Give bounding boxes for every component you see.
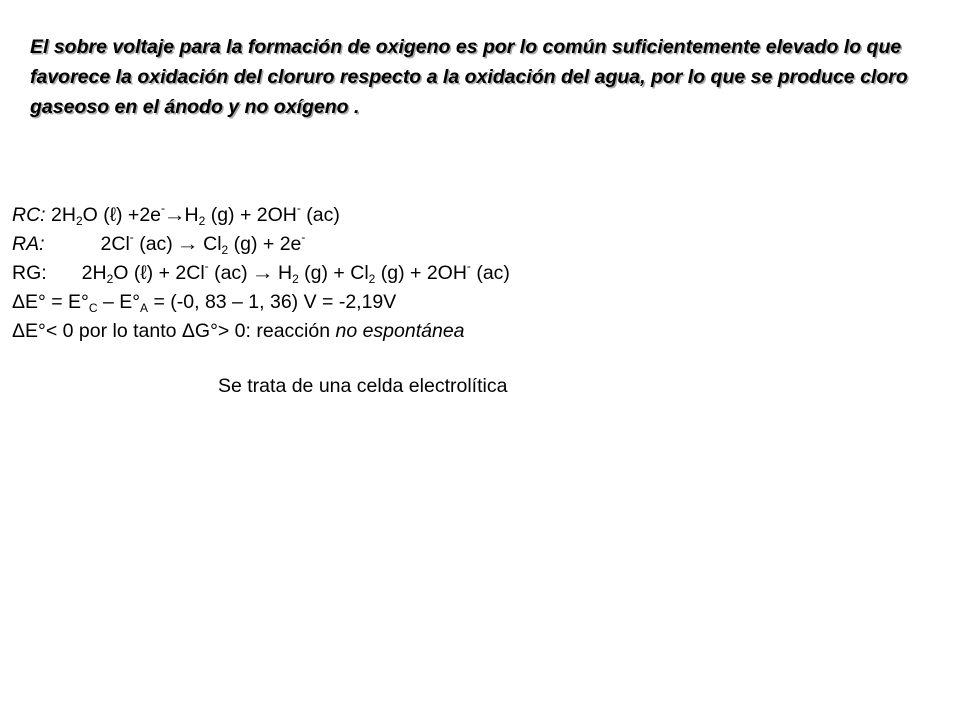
anode-label: RA: xyxy=(12,233,45,255)
arrow-icon: → xyxy=(163,204,186,226)
anode-reaction: RA: 2Cl- $(ac) \to Cl_2$ (g) + 2e- xyxy=(12,230,306,257)
spontaneity-emphasis: no espontánea xyxy=(335,320,465,342)
conclusion-text: Se trata de una celda electrolítica xyxy=(218,375,508,397)
cathode-reaction: RC: $2H_2O$ (ℓ) $+2e^-\to H_2$ (g) + 2OH- (ac) xyxy=(12,201,340,228)
cell-potential-line: $\Delta E^\circ = E^\circ_C - E^\circ_A = (-0$, 83 – 1, 36) V = -2,19V xyxy=(12,291,397,315)
arrow-icon: → xyxy=(251,262,275,284)
cathode-label: RC: xyxy=(12,204,46,226)
global-reaction: RG: $2H_2O$ (ℓ) + 2Cl- $(ac) \to H_2$ $(g) + Cl_2$ (g) + 2OH- (ac) xyxy=(12,259,510,286)
intro-paragraph: El sobre voltaje para la formación de oxigeno es por lo común suficientemente elevado lo que favorece la oxidación del cloruro respecto a la oxidación del agua, por lo que se produce cloro gaseoso en el ánodo y no oxígeno . xyxy=(30,36,908,118)
arrow-icon: → xyxy=(176,233,200,255)
spontaneity-line: ΔE°< 0 por lo tanto ΔG°> 0: reacción no espontánea xyxy=(12,320,465,342)
equations-block xyxy=(12,201,510,346)
global-label: RG: xyxy=(12,262,47,284)
